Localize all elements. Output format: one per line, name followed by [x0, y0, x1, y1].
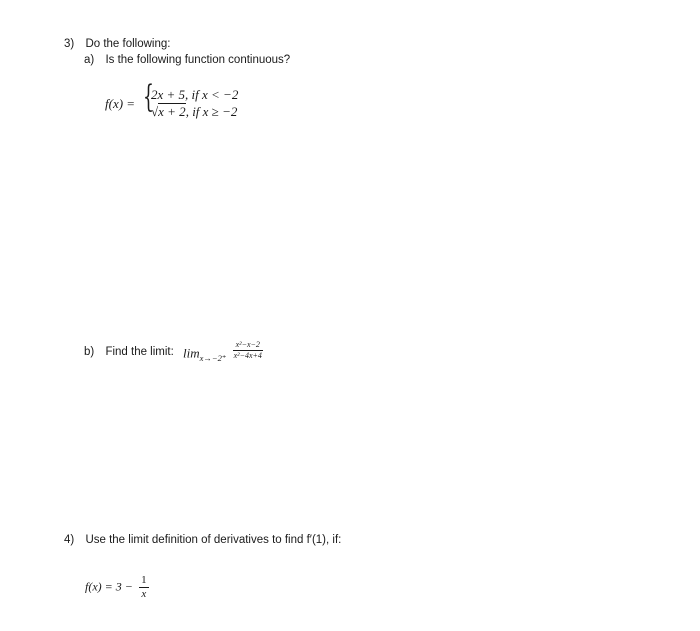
- fraction-denominator: x²−4x+4: [233, 351, 262, 360]
- function-lhs: f(x) = 3 −: [85, 579, 133, 594]
- sqrt-radicand: x + 2: [158, 104, 186, 119]
- left-brace: {: [143, 79, 154, 115]
- problem-number: 3): [64, 38, 75, 50]
- problem-number: 4): [64, 534, 75, 546]
- part-a-heading: [84, 54, 290, 66]
- case-2-condition: , if x ≥ −2: [185, 104, 238, 119]
- part-prompt: Find the limit:: [105, 346, 174, 358]
- part-label: a): [84, 54, 95, 66]
- part-label: b): [84, 346, 95, 358]
- function-lhs: f(x) =: [105, 96, 136, 111]
- part-b-heading: [84, 346, 174, 358]
- fraction-denominator: x: [141, 588, 147, 600]
- piecewise-case-1: 2x + 5, if x < −2: [151, 87, 239, 102]
- fraction-numerator: 1: [141, 574, 147, 586]
- problem-4-heading: [64, 534, 341, 546]
- reciprocal-fraction: [139, 574, 149, 601]
- piecewise-case-2: √x + 2, if x ≥ −2: [151, 104, 238, 119]
- limit-expression: [183, 340, 263, 365]
- limit-fraction: [233, 340, 263, 361]
- problem-prompt: Use the limit definition of derivatives to find f′(1), if:: [85, 534, 342, 546]
- function-definition: [85, 574, 149, 601]
- problem-3-heading: [64, 38, 170, 50]
- part-prompt: Is the following function continuous?: [105, 54, 291, 66]
- problem-prompt: Do the following:: [85, 38, 171, 50]
- limit-subscript: x→−2⁺: [199, 353, 227, 364]
- limit-word: lim: [183, 345, 200, 361]
- fraction-numerator: x²−x−2: [233, 340, 263, 351]
